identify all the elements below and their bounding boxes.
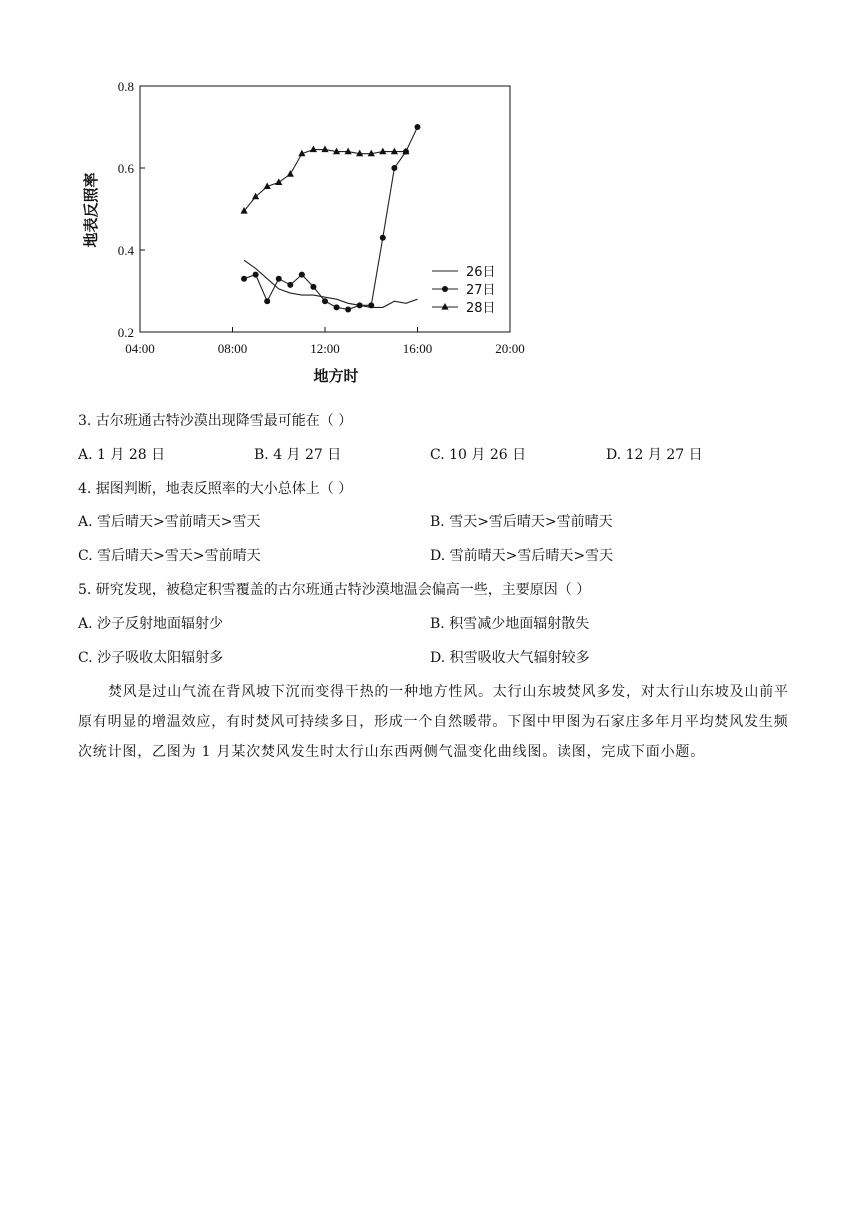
- question-4-option-d: D. 雪前晴天>雪后晴天>雪天: [430, 548, 614, 564]
- question-3-option-c: C. 10 月 26 日: [430, 447, 527, 463]
- data-point: [391, 148, 398, 155]
- data-point: [253, 272, 259, 278]
- legend-label: 27日: [466, 283, 496, 298]
- y-tick-label: 0.2: [117, 325, 134, 340]
- legend-label: 26日: [466, 265, 496, 280]
- question-4-option-c: C. 雪后晴天>雪天>雪前晴天: [78, 548, 261, 564]
- data-point: [276, 276, 282, 282]
- data-point: [415, 124, 421, 130]
- legend-label: 28日: [466, 301, 496, 316]
- question-4-stem: 4. 据图判断，地表反照率的大小总体上（ ）: [78, 481, 353, 497]
- data-point: [275, 178, 282, 185]
- question-3-option-d: D. 12 月 27 日: [606, 447, 703, 463]
- data-point: [287, 170, 294, 177]
- x-tick-label: 04:00: [125, 341, 155, 356]
- legend-marker: [442, 286, 448, 292]
- question-4-option-a: A. 雪后晴天>雪前晴天>雪天: [78, 514, 261, 530]
- data-point: [241, 276, 247, 282]
- plot-frame: [140, 86, 510, 332]
- x-axis-label: 地方时: [313, 367, 359, 385]
- data-point: [287, 282, 293, 288]
- y-axis-label: 地表反照率: [82, 172, 100, 248]
- question-3-stem: 3. 古尔班通古特沙漠出现降雪最可能在（ ）: [78, 413, 353, 429]
- data-point: [310, 284, 316, 290]
- data-point: [357, 302, 363, 308]
- foehn-passage: 焚风是过山气流在背风坡下沉而变得干热的一种地方性风。太行山东坡焚风多发，对太行山东坡及山前平原有明显的增温效应，有时焚风可持续多日，形成一个自然暖带。下图中甲图为石家庄多年月平均焚风发生频次统计图，乙图为 1 月某次焚风发生时太行山东西两侧气温变化曲线图。读图，完成下面小题。: [78, 684, 789, 760]
- data-point: [345, 148, 352, 155]
- question-5-option-a: A. 沙子反射地面辐射少: [78, 616, 224, 632]
- question-5-option-d: D. 积雪吸收大气辐射较多: [430, 650, 590, 666]
- x-tick-label: 16:00: [402, 341, 433, 356]
- y-tick-label: 0.8: [117, 79, 134, 94]
- data-point: [252, 193, 259, 200]
- data-point: [321, 146, 328, 153]
- x-tick-label: 12:00: [310, 341, 340, 356]
- data-point: [345, 306, 351, 312]
- albedo-chart: [70, 70, 540, 390]
- question-3-option-a: A. 1 月 28 日: [78, 447, 166, 463]
- data-point: [264, 298, 270, 304]
- question-4-option-b: B. 雪天>雪后晴天>雪前晴天: [430, 514, 613, 530]
- x-tick-label: 08:00: [217, 341, 248, 356]
- y-tick-label: 0.6: [117, 161, 134, 176]
- data-point: [368, 302, 374, 308]
- series-line-2: [244, 127, 417, 309]
- data-point: [322, 298, 328, 304]
- series-line-3: [244, 150, 406, 212]
- data-point: [391, 165, 397, 171]
- question-3-option-b: B. 4 月 27 日: [254, 447, 342, 463]
- data-point: [299, 272, 305, 278]
- data-point: [380, 235, 386, 241]
- data-point: [310, 146, 317, 153]
- x-tick-label: 20:00: [495, 341, 525, 356]
- question-5-option-c: C. 沙子吸收太阳辐射多: [78, 650, 224, 666]
- data-point: [379, 148, 386, 155]
- y-tick-label: 0.4: [117, 243, 134, 258]
- series-line-1: [244, 260, 417, 307]
- question-5-option-b: B. 积雪减少地面辐射散失: [430, 616, 590, 632]
- legend-marker: [441, 303, 448, 310]
- data-point: [334, 304, 340, 310]
- question-5-stem: 5. 研究发现，被稳定积雪覆盖的古尔班通古特沙漠地温会偏高一些，主要原因（ ）: [78, 582, 591, 598]
